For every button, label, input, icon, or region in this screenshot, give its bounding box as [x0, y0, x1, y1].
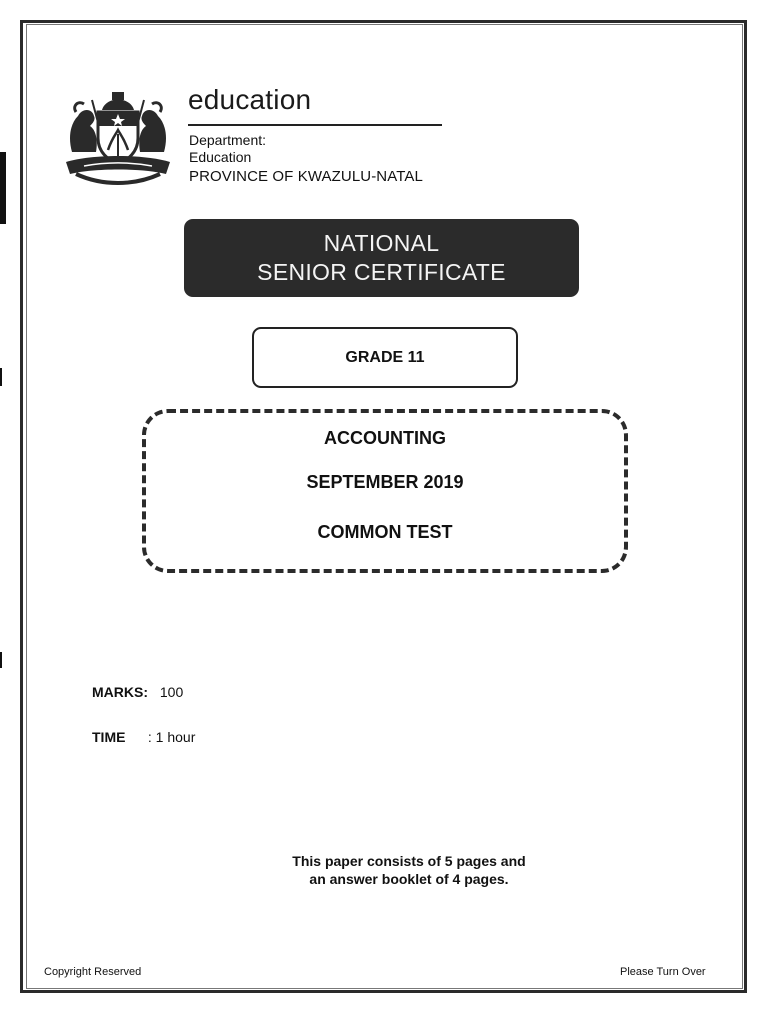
copyright-footer: Copyright Reserved [44, 966, 142, 978]
marks-value: 100 [159, 684, 184, 700]
test-type: COMMON TEST [317, 522, 453, 542]
certificate-title-line2: SENIOR CERTIFICATE [257, 259, 506, 285]
scan-edge-mark [0, 652, 2, 668]
certificate-banner [184, 219, 579, 297]
department-name: Education [189, 149, 252, 165]
education-wordmark: education [188, 84, 312, 115]
time-value: : 1 hour [147, 729, 196, 745]
department-block [189, 132, 266, 166]
scan-edge-mark [0, 152, 6, 224]
page-count-line2: an answer booklet of 4 pages. [309, 871, 509, 887]
certificate-title-line1: NATIONAL [323, 230, 440, 256]
page-count-line1: This paper consists of 5 pages and [292, 853, 526, 869]
grade-box [252, 327, 518, 388]
scan-edge-mark [0, 368, 2, 386]
department-label: Department: [189, 132, 267, 148]
grade-label: GRADE 11 [345, 348, 425, 366]
page-count-note [200, 852, 618, 888]
header-divider [188, 124, 442, 126]
subject-title: ACCOUNTING [324, 428, 446, 448]
province-name: PROVINCE OF KWAZULU-NATAL [189, 168, 423, 185]
exam-session: SEPTEMBER 2019 [306, 472, 464, 492]
coat-of-arms-logo [62, 90, 174, 190]
time-row [92, 729, 195, 745]
turn-over-footer: Please Turn Over [620, 966, 706, 978]
time-label: TIME [92, 729, 126, 745]
marks-row [92, 684, 183, 700]
marks-label: MARKS: [92, 684, 148, 700]
